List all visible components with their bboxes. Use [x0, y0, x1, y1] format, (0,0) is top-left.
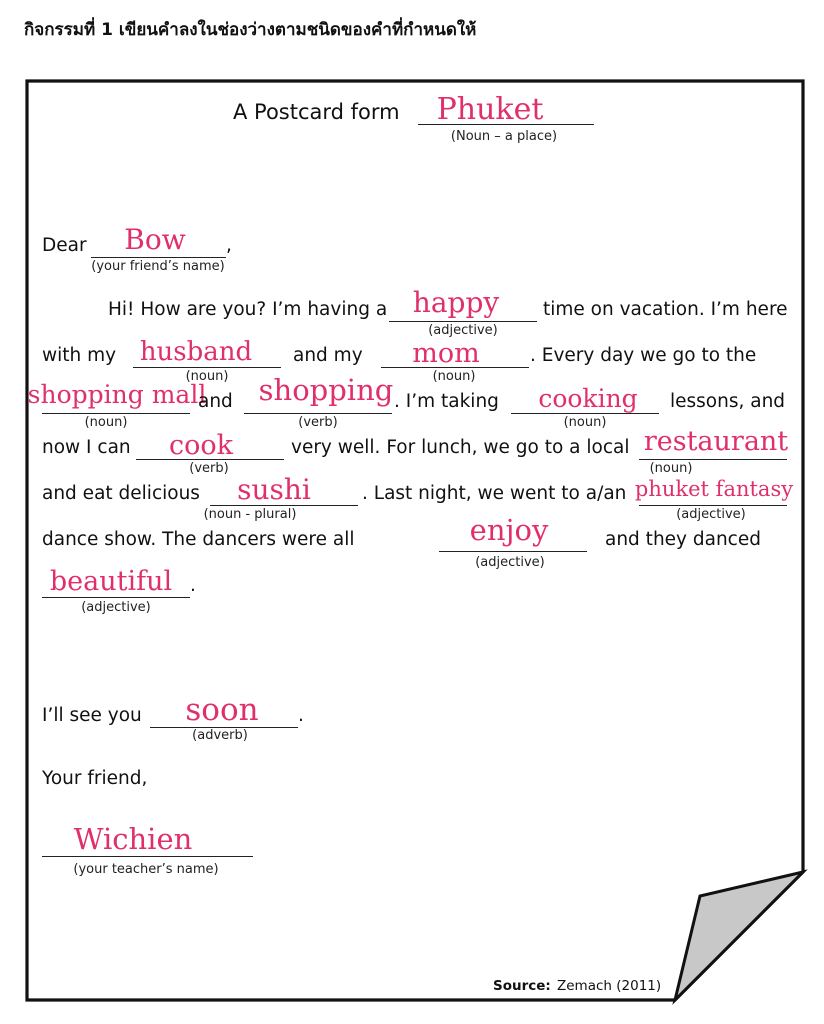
body-text: and they danced — [605, 529, 761, 550]
body-text: Hi! How are you? I’m having a — [108, 299, 388, 320]
body-text: . Every day we go to the — [530, 345, 757, 366]
body-text: . Last night, we went to a/an — [362, 483, 627, 504]
comma: , — [226, 235, 232, 256]
blank-line — [639, 459, 787, 460]
period: . — [298, 705, 304, 726]
answer-adjective-1: happy — [412, 286, 500, 319]
hint-friend: (your friend’s name) — [91, 259, 225, 274]
answer-teacher: Wichien — [73, 822, 193, 856]
body-text: dance show. The dancers were all — [42, 529, 355, 550]
body-text: I’ll see you — [42, 705, 142, 726]
answer-noun-plural: sushi — [237, 473, 311, 506]
body-text: very well. For lunch, we go to a local — [291, 437, 630, 458]
blank-line — [244, 413, 392, 414]
body-text: and my — [293, 345, 363, 366]
hint-adjective: (adjective) — [428, 323, 498, 338]
blank-line — [639, 505, 787, 506]
blank-line — [42, 413, 190, 414]
blank-line — [42, 856, 253, 857]
answer-adjective-3: enjoy — [469, 513, 549, 547]
body-text: and eat delicious — [42, 483, 200, 504]
period: . — [190, 575, 196, 596]
answer-noun-5: restaurant — [643, 426, 789, 457]
answer-adjective-2: phuket fantasy — [634, 477, 794, 501]
blank-line — [91, 257, 226, 258]
answer-adverb: soon — [185, 692, 259, 728]
answer-noun-2: mom — [412, 338, 480, 369]
blank-line — [511, 413, 659, 414]
body-text: and — [198, 391, 233, 412]
hint-noun: (noun) — [84, 415, 128, 430]
hint-place: (Noun – a place) — [450, 129, 558, 144]
answer-noun-4: cooking — [538, 384, 638, 413]
body-text: lessons, and — [670, 391, 786, 412]
answer-friend: Bow — [124, 223, 186, 256]
answer-noun-1: husband — [139, 337, 253, 367]
body-text: . I’m taking — [394, 391, 499, 412]
hint-noun-plural: (noun - plural) — [203, 507, 297, 522]
hint-verb: (verb) — [189, 461, 229, 476]
hint-noun: (noun) — [563, 415, 607, 430]
hint-noun: (noun) — [432, 369, 476, 384]
answer-adjective-4: beautiful — [49, 566, 173, 597]
body-text: time on vacation. I’m here — [543, 299, 788, 320]
hint-verb: (verb) — [298, 415, 338, 430]
blank-line — [133, 367, 281, 368]
closing-text: Your friend, — [42, 768, 148, 789]
answer-verb-2: cook — [169, 430, 233, 461]
hint-adjective: (adjective) — [475, 555, 545, 570]
body-text: with my — [42, 345, 117, 366]
body-text: now I can — [42, 437, 131, 458]
hint-noun: (noun) — [185, 369, 229, 384]
source-label: Source: — [493, 978, 551, 994]
hint-adverb: (adverb) — [192, 728, 248, 743]
answer-place: Phuket — [436, 92, 544, 127]
blank-line — [42, 597, 190, 598]
hint-adjective: (adjective) — [676, 507, 746, 522]
blank-line — [389, 321, 537, 322]
answer-verb-1: shopping — [258, 373, 394, 407]
answer-noun-3: shopping mall — [27, 380, 207, 409]
source-value: Zemach (2011) — [557, 978, 662, 994]
postcard-title: A Postcard form — [233, 100, 400, 124]
hint-teacher: (your teacher’s name) — [73, 862, 219, 877]
hint-noun: (noun) — [649, 461, 693, 476]
dear-label: Dear — [42, 235, 87, 256]
activity-heading: กิจกรรมที่ 1 เขียนคำลงในช่องว่างตามชนิดของคำที่กำหนดให้ — [24, 20, 477, 40]
hint-adjective: (adjective) — [81, 600, 151, 615]
blank-line — [439, 551, 587, 552]
